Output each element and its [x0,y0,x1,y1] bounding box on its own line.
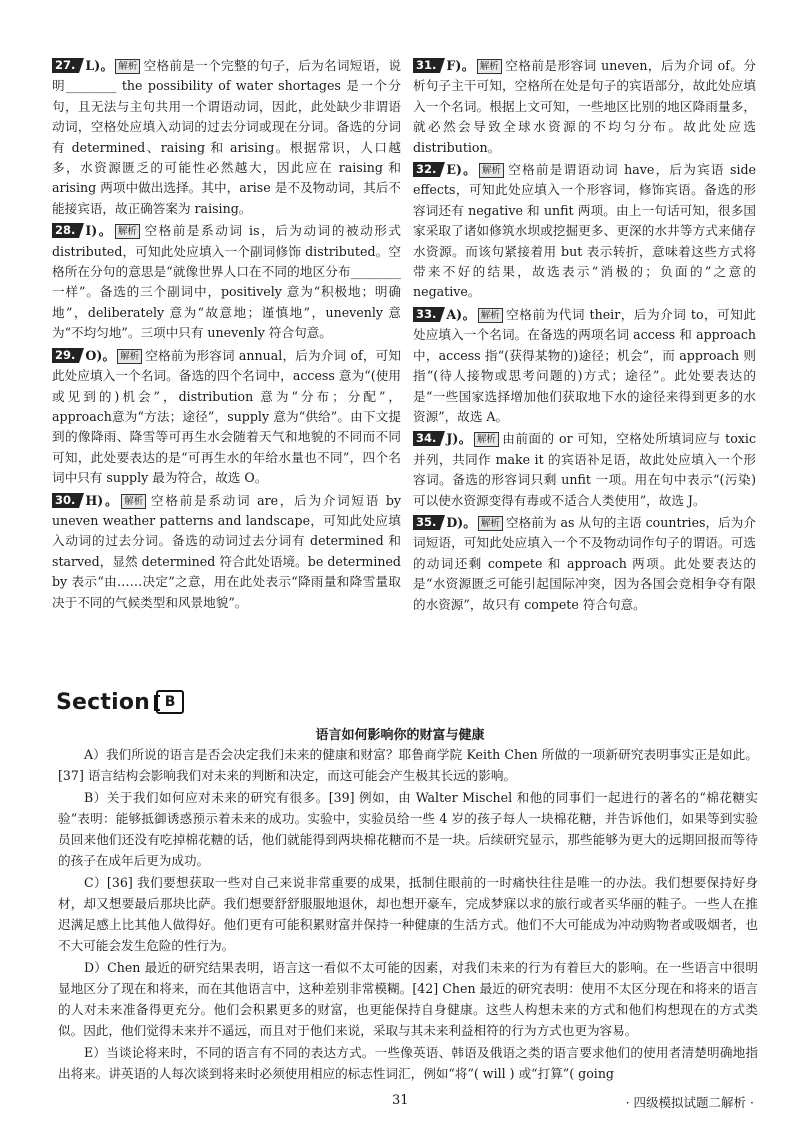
answer-item [413,513,756,615]
answer-explanation: 空格前是系动词 are，后为介词短语 by uneven weather patterns and landscape，可知此处应填入动词的过去分词。备选的动词过去分词有 determined 和 starved，显然 determined 符合此处语境。be determined by 表示“由……决定”之意，用在此处表示“降雨量和降雪量取决于不同的气候类型和风景地貌”。 [52,492,401,610]
answer-item [52,491,401,613]
question-number-badge: 35. [413,515,440,530]
section-word: Section [56,689,151,715]
analysis-tag: 解析 [477,59,502,74]
question-number-badge: 33. [413,307,440,322]
answer-item [413,160,756,303]
answer-item [52,56,401,219]
answer-item [413,429,756,511]
passage-paragraph: B）关于我们如何应对未来的研究有很多。[39] 例如，由 Walter Mischel 和他的同事们一起进行的著名的“棉花糖实验”表明：能够抵御诱惑预示着未来的成功。实验中，实验员给一些 4 岁的孩子每人一块棉花糖，并告诉他们，如果等到实验员回来他们还没有吃掉棉花糖的话，他们就能得到两块棉花糖而不是一块。后续研究显示，那些能够为更大的远期回报而等待的孩子在成年后更为成功。 [58,790,758,868]
section-heading [56,686,184,718]
running-title: · 四级模拟试题二解析 · [625,1095,754,1110]
analysis-tag: 解析 [479,163,504,178]
analysis-tag: 解析 [474,432,499,447]
answer-explanation: 空格前是谓语动词 have，后为宾语 side effects，可知此处应填入一个形容词，修饰宾语。备选的形容词还有 negative 和 unfit 两项。由上一句话可知，很多国家采取了诸如修筑水坝或挖掘更多、更深的水井等方式来储存水资源。而该句紧接着用 but 表示转折，意味着这些方式将带来不好的结果，故选表示“消极的；负面的”之意的 negative。 [413,162,757,300]
answer-letter: D)。 [446,514,476,530]
answer-explanation: 空格前为形容词 annual，后为介词 of，可知此处应填入一个名词。备选的四个名词中，access 意为“(使用或见到的)机会”，distribution 意为“分布；分配”，approach意为“方法；途径”，supply 意为“供给”。由下文提到的像降雨、降雪等可再生水会随着天气和地貌的不同而不同可知，此处要表达的是“可再生水的年给水量也不同”，四个名词中只有 supply 最为符合，故选 O。 [52,347,401,486]
answer-explanation: 空格前是一个完整的句子，后为名词短语，说明________ the possibility of water shortages 是一个分句，且无法与主句共用一个谓语动词，因此，此处缺少非谓语动词，空格处应填入动词的过去分词或现在分词。备选的分词有 determined、raising 和 arising。根据常识，人口越多，水资源匮乏的可能性必然越大，因此应在 raising 和 arising 两项中做出选择。其中，arise 是不及物动词，其后不能接宾语，故正确答案为 raising。 [52,58,401,216]
answer-item [413,56,756,158]
passage-body [58,744,758,1085]
passage-paragraph: E）当谈论将来时，不同的语言有不同的表达方式。一些像英语、韩语及俄语之类的语言要求他们的使用者清楚明确地指出将来。讲英语的人每次谈到将来时必须使用相应的标志性词汇，例如“将”( will ) 或“打算”( going [58,1045,758,1081]
answer-letter: H)。 [85,492,120,508]
answer-letter: A)。 [446,306,476,322]
answer-explanation: 空格前是形容词 uneven，后为介词 of。分析句子主干可知，空格所在处是句子的宾语部分，故此处应填入一个名词。根据上文可知，一些地区比别的地区降雨量多，就必然会导致全球水资源的不均匀分布。故此处应选 distribution。 [413,58,756,155]
question-number-badge: 30. [52,493,79,508]
answer-explanation: 空格前为代词 their，后为介词 to，可知此处应填入一个名词。在备选的两项名词 access 和 approach 中，access 指“(获得某物的)途径；机会”，而 approach 则指“(待人接物或思考问题的)方式；途径”。此处要表达的是“一些国家选择增加他们获取地下水的途径来得到更多的水资源”，故选 A。 [413,306,757,424]
answer-letter: E)。 [446,162,478,178]
answer-column-left [52,56,401,615]
analysis-tag: 解析 [121,494,146,509]
analysis-tag: 解析 [478,308,503,323]
answer-letter: F)。 [446,58,475,73]
answer-explanation: 空格前为 as 从句的主语 countries，后为介词短语，可知此处应填入一个不及物动词作句子的谓语。可选的动词还剩 compete 和 approach 两项。此处要表达的是“水资源匮乏可能引起国际冲突，因为各国会竞相争夺有限的水资源”，故只有 compete 符合句意。 [413,514,756,612]
answer-explanation: 由前面的 or 可知，空格处所填词应与 toxic 并列，共同作 make it 的宾语补足语，故此处应填入一个形容词。备选的形容词只剩 unfit 一项。用在句中表示“(污染)可以使水资源变得有毒或不适合人类使用”，故选 J。 [413,431,756,508]
answer-letter: J)。 [446,431,472,447]
section-letter-badge: B [156,690,184,714]
answer-item [52,346,401,489]
question-number-badge: 34. [413,431,440,446]
question-number-badge: 31. [413,58,440,73]
analysis-tag: 解析 [115,59,140,74]
answer-item [52,221,401,343]
analysis-tag: 解析 [115,224,140,239]
question-number-badge: 32. [413,162,440,177]
answer-letter: L)。 [85,58,114,73]
question-number-badge: 28. [52,223,79,238]
answer-column-right [413,56,756,617]
answer-explanation: 空格前是系动词 is，后为动词的被动形式 distributed，可知此处应填入一个副词修饰 distributed。空格所在分句的意思是“就像世界人口在不同的地区分布________一样”。备选的三个副词中，positively 意为“积极地；明确地”，deliberately 意为“故意地；谨慎地”，unevenly 意为“不均匀地”。三项中只有 unevenly 符合句意。 [52,223,401,341]
passage-paragraph: A）我们所说的语言是否会决定我们未来的健康和财富？耶鲁商学院 Keith Chen 所做的一项新研究表明事实正是如此。[37] 语言结构会影响我们对未来的判断和决定，而这可能会产生极其长远的影响。 [58,747,758,783]
passage-paragraph: D）Chen 最近的研究结果表明，语言这一看似不太可能的因素，对我们未来的行为有着巨大的影响。在一些语言中很明显地区分了现在和将来，而在其他语言中，这种差别非常模糊。[42] Chen 最近的研究表明：使用不太区分现在和将来的语言的人对未来准备得更充分。他们会积累更多的财富，也更能保持自身健康。这些人构想未来的方式和他们构想现在的方式类似。因此，他们觉得未来并不遥远，而且对于他们来说，采取与其未来利益相符的行为方式也更为容易。 [58,960,758,1038]
page-number: 31 [392,1093,409,1108]
passage-title: 语言如何影响你的财富与健康 [315,728,485,743]
answer-item [413,305,756,427]
passage-paragraph: C）[36] 我们要想获取一些对自己来说非常重要的成果，抵制住眼前的一时痛快往往是唯一的办法。我们想要保持好身材，却又想要最后那块比萨。我们想要舒舒服服地退休，却也想开豪车，完成梦寐以求的旅行或者买华丽的鞋子。一些人在推迟满足感上比其他人做得好。他们更有可能积累财富并保持一种健康的生活方式。他们不大可能成为冲动购物者或吸烟者，也不大可能会发生危险的性行为。 [58,875,758,953]
question-number-badge: 27. [52,58,79,73]
analysis-tag: 解析 [478,516,503,531]
question-number-badge: 29. [52,348,79,363]
analysis-tag: 解析 [117,349,142,364]
answer-letter: O)。 [85,347,116,363]
answer-letter: I)。 [85,223,113,239]
